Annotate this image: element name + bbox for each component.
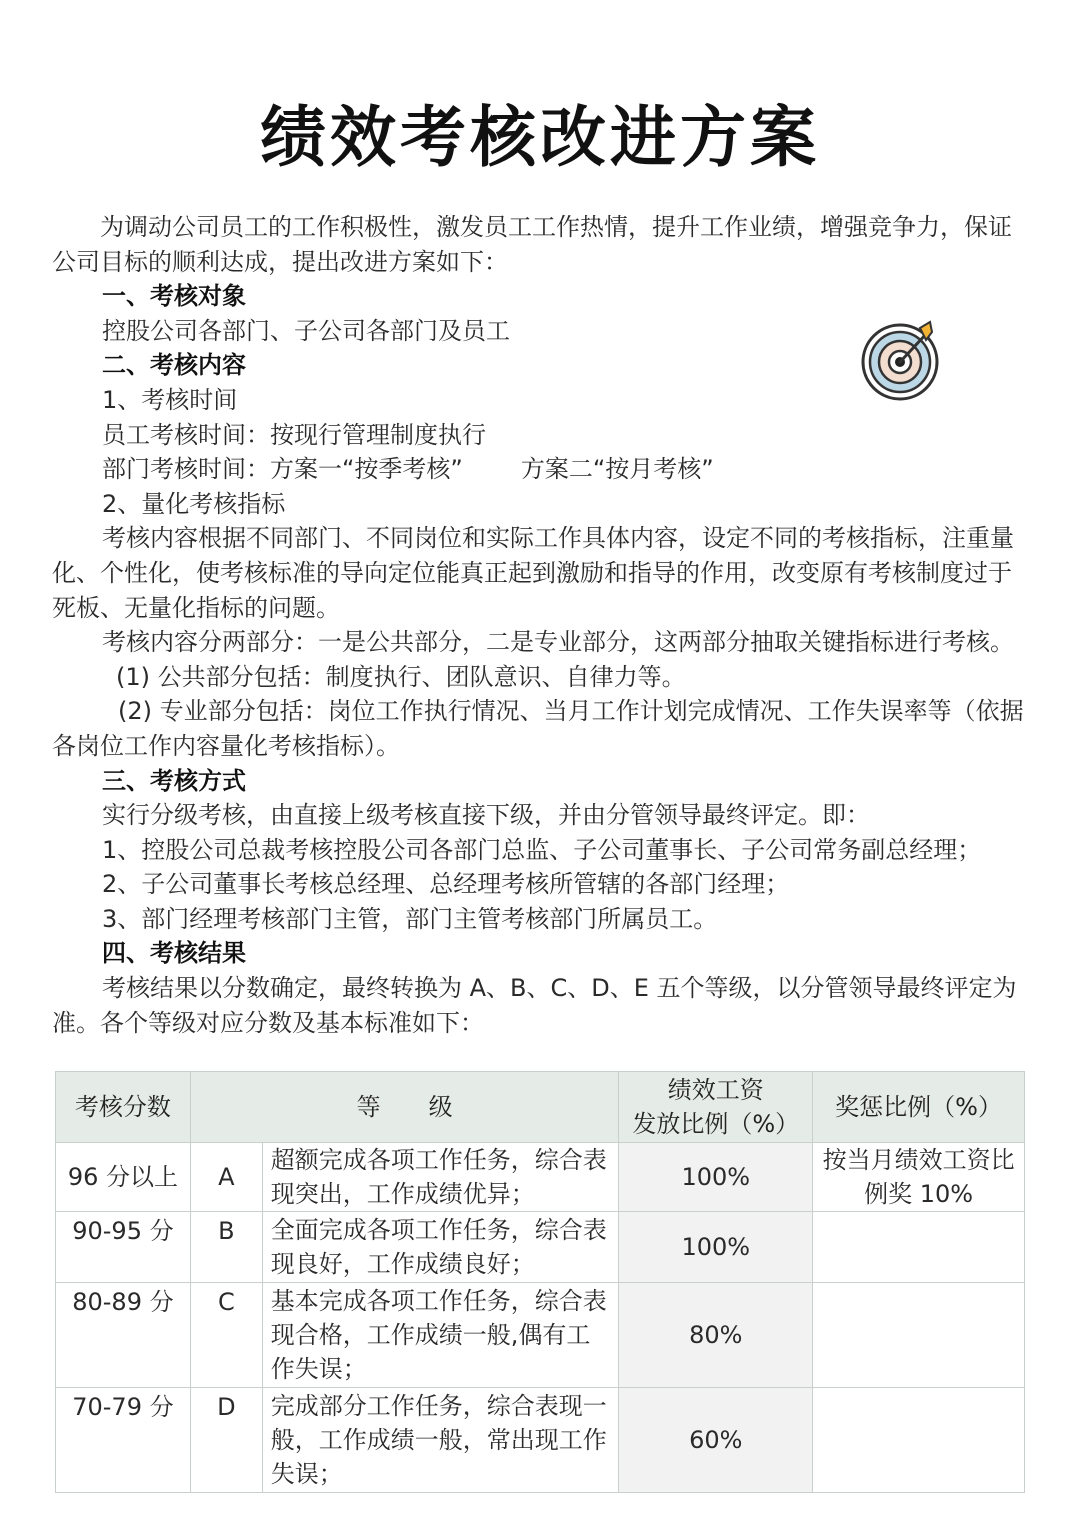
- cell-reward: 按当月绩效工资比例奖 10%: [813, 1143, 1025, 1212]
- section-3-heading: 三、考核方式: [102, 766, 246, 795]
- cell-grade: B: [190, 1212, 262, 1283]
- cell-grade: D: [190, 1388, 262, 1493]
- cell-pay: 100%: [619, 1143, 813, 1212]
- target-icon: [860, 318, 944, 402]
- section-4-heading: 四、考核结果: [102, 939, 246, 968]
- header-reward-ratio: 奖惩比例（%）: [813, 1072, 1025, 1143]
- table-row: [56, 1283, 1025, 1388]
- cell-grade: C: [190, 1283, 262, 1388]
- cell-score: 70-79 分: [56, 1388, 191, 1493]
- dept-time-option-1: 部门考核时间：方案一“按季考核”: [102, 455, 463, 484]
- section-1-text: 控股公司各部门、子公司各部门及员工: [102, 316, 510, 345]
- section-4-text: 考核结果以分数确定，最终转换为 A、B、C、D、E 五个等级，以分管领导最终评定为准。各个等级对应分数及基本标准如下：: [52, 974, 1017, 1037]
- cell-description: 全面完成各项工作任务，综合表现良好，工作成绩良好；: [262, 1212, 619, 1283]
- cell-description: 完成部分工作任务，综合表现一般，工作成绩一般，常出现工作失误；: [262, 1388, 619, 1493]
- cell-score: 90-95 分: [56, 1212, 191, 1283]
- grade-table: [55, 1071, 1025, 1493]
- section-2-paragraph-1: 考核内容根据不同部门、不同岗位和实际工作具体内容，设定不同的考核指标，注重量化、个性化，使考核标准的导向定位能真正起到激励和指导的作用，改变原有考核制度过于死板、无量化指标的问题。: [52, 524, 1014, 622]
- dept-assessment-time: [52, 452, 1032, 487]
- cell-pay: 80%: [619, 1283, 813, 1388]
- section-2-subheading-1: 1、考核时间: [102, 385, 238, 414]
- section-2-heading: 二、考核内容: [102, 351, 246, 380]
- table-row: [56, 1388, 1025, 1493]
- header-grade: 等 级: [190, 1072, 618, 1143]
- staff-assessment-time: 员工考核时间：按现行管理制度执行: [102, 420, 486, 449]
- section-2-paragraph-2: 考核内容分两部分：一是公共部分，二是专业部分，这两部分抽取关键指标进行考核。: [102, 628, 1014, 657]
- cell-score: 80-89 分: [56, 1283, 191, 1388]
- header-score: 考核分数: [56, 1072, 191, 1143]
- section-2-item-1: (1) 公共部分包括：制度执行、团队意识、自律力等。: [116, 662, 686, 691]
- page-title: 绩效考核改进方案: [260, 99, 820, 176]
- cell-pay: 100%: [619, 1212, 813, 1283]
- cell-grade: A: [190, 1143, 262, 1212]
- cell-reward: [813, 1212, 1025, 1283]
- cell-pay: 60%: [619, 1388, 813, 1493]
- section-3-text: 实行分级考核，由直接上级考核直接下级，并由分管领导最终评定。即：: [102, 801, 870, 830]
- cell-score: 96 分以上: [56, 1143, 191, 1212]
- section-2-subheading-2: 2、量化考核指标: [102, 489, 286, 518]
- cell-reward: [813, 1283, 1025, 1388]
- table-row: [56, 1212, 1025, 1283]
- section-3-list-item-2: 2、子公司董事长考核总经理、总经理考核所管辖的各部门经理；: [102, 870, 790, 899]
- cell-description: 超额完成各项工作任务，综合表现突出，工作成绩优异；: [262, 1143, 619, 1212]
- section-2-item-2: (2) 专业部分包括：岗位工作执行情况、当月工作计划完成情况、工作失误率等（依据各岗位工作内容量化考核指标）。: [52, 697, 1024, 760]
- dept-time-option-2: 方案二“按月考核”: [520, 455, 714, 484]
- section-3-list-item-3: 3、部门经理考核部门主管，部门主管考核部门所属员工。: [102, 904, 718, 933]
- intro-paragraph: 为调动公司员工的工作积极性，激发员工工作热情，提升工作业绩，增强竞争力，保证公司目标的顺利达成，提出改进方案如下：: [52, 213, 1012, 276]
- cell-reward: [813, 1388, 1025, 1493]
- header-pay-ratio: 绩效工资 发放比例（%）: [619, 1072, 813, 1143]
- section-3-list-item-1: 1、控股公司总裁考核控股公司各部门总监、子公司董事长、子公司常务副总经理；: [102, 835, 982, 864]
- table-row: [56, 1143, 1025, 1212]
- table-header-row: [56, 1072, 1025, 1143]
- cell-description: 基本完成各项工作任务，综合表现合格，工作成绩一般,偶有工作失误；: [262, 1283, 619, 1388]
- section-1-heading: 一、考核对象: [102, 282, 246, 311]
